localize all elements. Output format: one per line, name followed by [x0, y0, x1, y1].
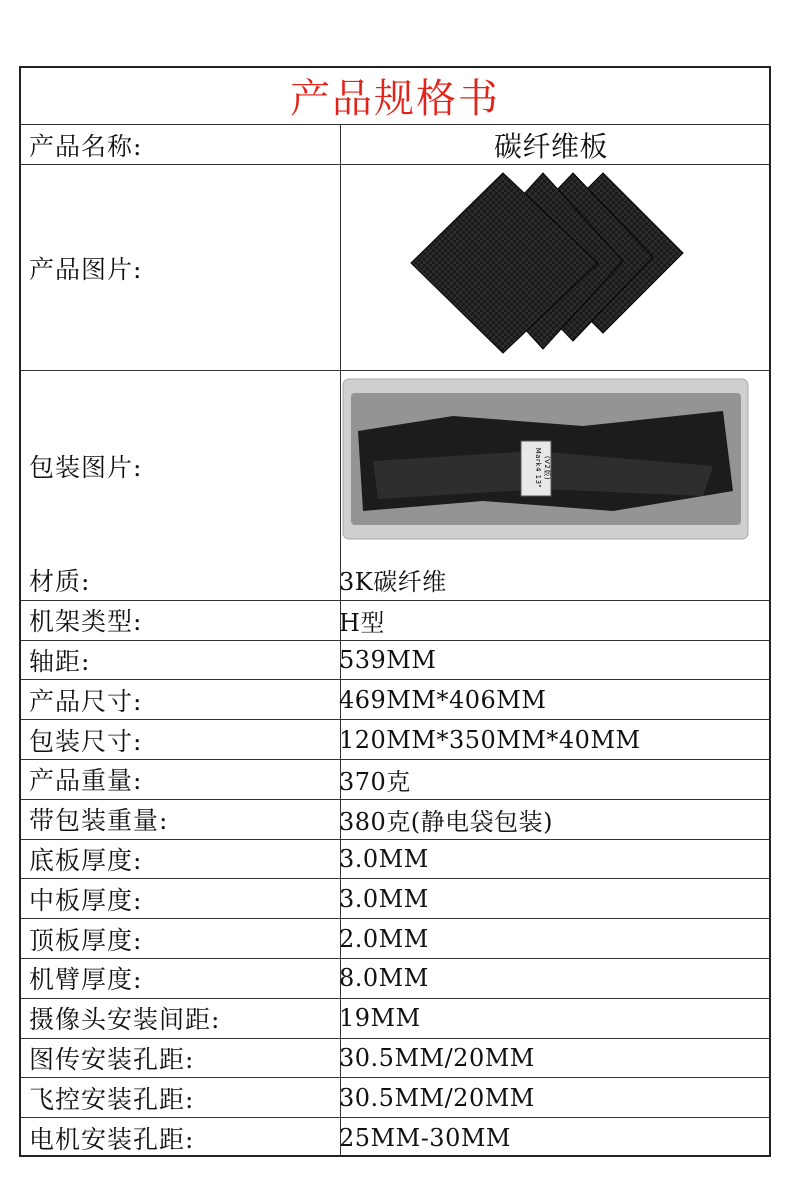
spec-label: 飞控安装孔距:	[21, 1078, 341, 1117]
spec-label: 机架类型:	[21, 601, 341, 640]
spec-row	[21, 799, 769, 839]
product-image-row	[21, 164, 769, 370]
spec-value: 539MM	[339, 645, 437, 674]
package-tag-line2: (V2版)	[543, 455, 551, 481]
sheet-title: 产品规格书	[290, 76, 500, 122]
spec-row	[21, 1038, 769, 1078]
spec-label: 电机安装孔距:	[21, 1118, 341, 1157]
spec-row	[21, 719, 769, 759]
spec-row	[21, 560, 769, 600]
package-image-row	[21, 370, 769, 560]
carbon-plates-image	[333, 165, 769, 370]
package-tag-line1: Mark4 13"	[534, 447, 542, 489]
spec-label: 机臂厚度:	[21, 959, 341, 998]
spec-label: 材质:	[21, 560, 341, 600]
product-image-cell	[333, 165, 769, 370]
product-name-value: 碳纤维板	[493, 129, 608, 163]
spec-sheet-table	[19, 66, 771, 1157]
spec-row	[21, 958, 769, 998]
spec-value: 3.0MM	[339, 844, 429, 873]
spec-label: 图传安装孔距:	[21, 1039, 341, 1078]
spec-value: 120MM*350MM*40MM	[339, 725, 641, 754]
product-image-label: 产品图片:	[21, 165, 341, 370]
spec-label: 中板厚度:	[21, 879, 341, 918]
spec-label: 带包装重量:	[21, 800, 341, 839]
spec-value: 19MM	[339, 1004, 421, 1033]
package-bag-image	[333, 371, 769, 560]
spec-label: 产品尺寸:	[21, 680, 341, 719]
spec-row	[21, 640, 769, 680]
title-row	[21, 68, 769, 124]
spec-value: 3K碳纤维	[339, 568, 447, 597]
spec-row	[21, 600, 769, 640]
product-name-label: 产品名称:	[21, 125, 341, 164]
spec-row	[21, 918, 769, 958]
spec-row	[21, 1117, 769, 1157]
spec-value: 370克	[339, 767, 411, 796]
spec-value: 8.0MM	[339, 964, 429, 993]
spec-row	[21, 759, 769, 799]
package-image-label: 包装图片:	[21, 371, 341, 560]
spec-row	[21, 839, 769, 879]
spec-label: 底板厚度:	[21, 840, 341, 879]
spec-row	[21, 679, 769, 719]
spec-label: 轴距:	[21, 641, 341, 680]
spec-value: 469MM*406MM	[339, 685, 547, 714]
spec-row	[21, 998, 769, 1038]
spec-label: 产品重量:	[21, 760, 341, 799]
spec-label: 顶板厚度:	[21, 919, 341, 958]
spec-value: 2.0MM	[339, 924, 429, 953]
spec-value: 380克(静电袋包装)	[339, 807, 554, 836]
spec-row	[21, 878, 769, 918]
package-image-cell	[333, 371, 769, 560]
name-row	[21, 124, 769, 164]
spec-label: 包装尺寸:	[21, 720, 341, 759]
spec-label: 摄像头安装间距:	[21, 999, 341, 1038]
spec-value: 30.5MM/20MM	[339, 1043, 535, 1072]
spec-value: 30.5MM/20MM	[339, 1083, 535, 1112]
spec-value: 3.0MM	[339, 884, 429, 913]
spec-value: 25MM-30MM	[339, 1123, 511, 1152]
spec-row	[21, 1077, 769, 1117]
spec-value: H型	[339, 608, 385, 637]
